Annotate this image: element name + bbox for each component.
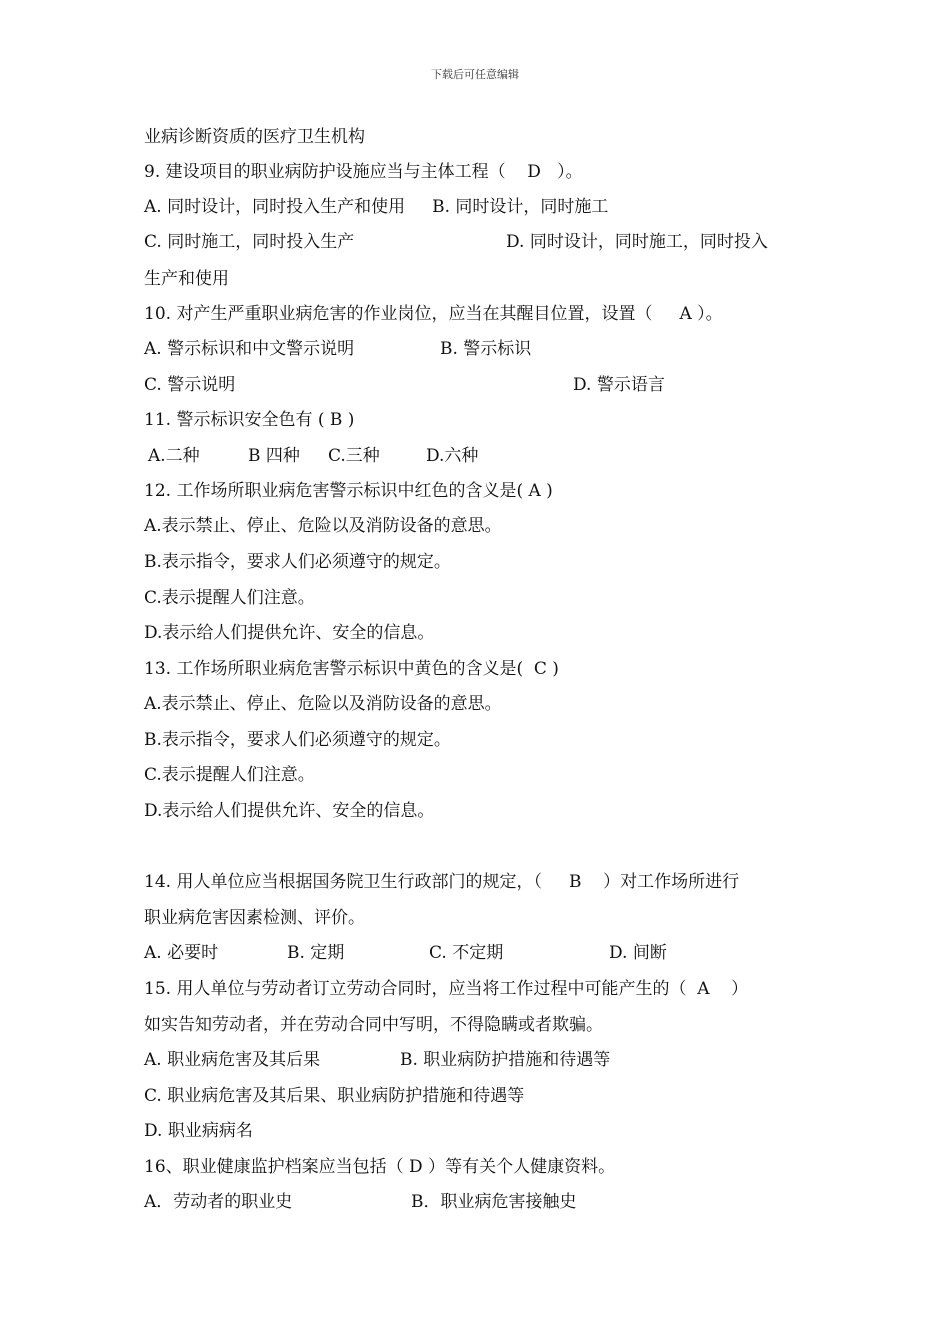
option-line: A. 同时设计，同时投入生产和使用 B. 同时设计，同时施工 [144,197,609,217]
option-c: C. 职业病危害及其后果、职业病防护措施和待遇等 [144,1086,525,1106]
page-header: 下载后可任意编辑 [431,68,519,81]
option-a: A.表示禁止、停止、危险以及消防设备的意思。 [144,694,502,714]
option-b: B 四种 [248,446,300,466]
option-c: C.表示提醒人们注意。 [144,765,315,785]
question-14: 14. 用人单位应当根据国务院卫生行政部门的规定，（ B ）对工作场所进行 [144,872,740,892]
option-b: B. 警示标识 [440,339,532,359]
option-a: A. 警示标识和中文警示说明 [144,339,355,359]
option-d: D. 警示语言 [573,375,665,395]
option-c: C.三种 [328,446,380,466]
option-c: C. 不定期 [429,943,504,963]
option-d: D. 职业病病名 [144,1121,253,1141]
question-16: 16、职业健康监护档案应当包括（ D ）等有关个人健康资料。 [144,1157,616,1177]
option-c: C. 同时施工，同时投入生产 [144,232,355,252]
text-line: 职业病危害因素检测、评价。 [144,908,365,928]
text-line: 生产和使用 [144,269,229,289]
option-b: B.表示指令，要求人们必须遵守的规定。 [144,552,451,572]
option-d: D. 间断 [609,943,667,963]
option-c: C. 警示说明 [144,375,236,395]
option-a: A．劳动者的职业史 [144,1192,293,1212]
option-b: B．职业病危害接触史 [411,1192,577,1212]
option-c: C.表示提醒人们注意。 [144,588,315,608]
text-line: 业病诊断资质的医疗卫生机构 [144,127,365,147]
option-a: A. 职业病危害及其后果 [144,1050,321,1070]
option-d: D.表示给人们提供允许、安全的信息。 [144,623,435,643]
question-15: 15. 用人单位与劳动者订立劳动合同时，应当将工作过程中可能产生的（ A ） [144,979,749,999]
option-a: A.二种 [148,446,200,466]
question-9: 9. 建设项目的职业病防护设施应当与主体工程（ D ）。 [144,162,583,182]
option-a: A. 必要时 [144,943,219,963]
question-13: 13. 工作场所职业病危害警示标识中黄色的含义是( C ) [144,659,559,679]
option-b: B. 定期 [287,943,345,963]
option-d: D.表示给人们提供允许、安全的信息。 [144,801,435,821]
option-b: B. 职业病防护措施和待遇等 [400,1050,611,1070]
option-d: D.六种 [426,446,479,466]
question-11: 11. 警示标识安全色有 ( B ) [144,410,355,430]
option-b: B.表示指令，要求人们必须遵守的规定。 [144,730,451,750]
option-d: D. 同时设计，同时施工，同时投入 [506,232,768,252]
option-a: A.表示禁止、停止、危险以及消防设备的意思。 [144,516,502,536]
question-12: 12. 工作场所职业病危害警示标识中红色的含义是( A ) [144,481,553,501]
text-line: 如实告知劳动者，并在劳动合同中写明，不得隐瞒或者欺骗。 [144,1015,603,1035]
question-10: 10. 对产生严重职业病危害的作业岗位，应当在其醒目位置，设置（ A ）。 [144,304,723,324]
